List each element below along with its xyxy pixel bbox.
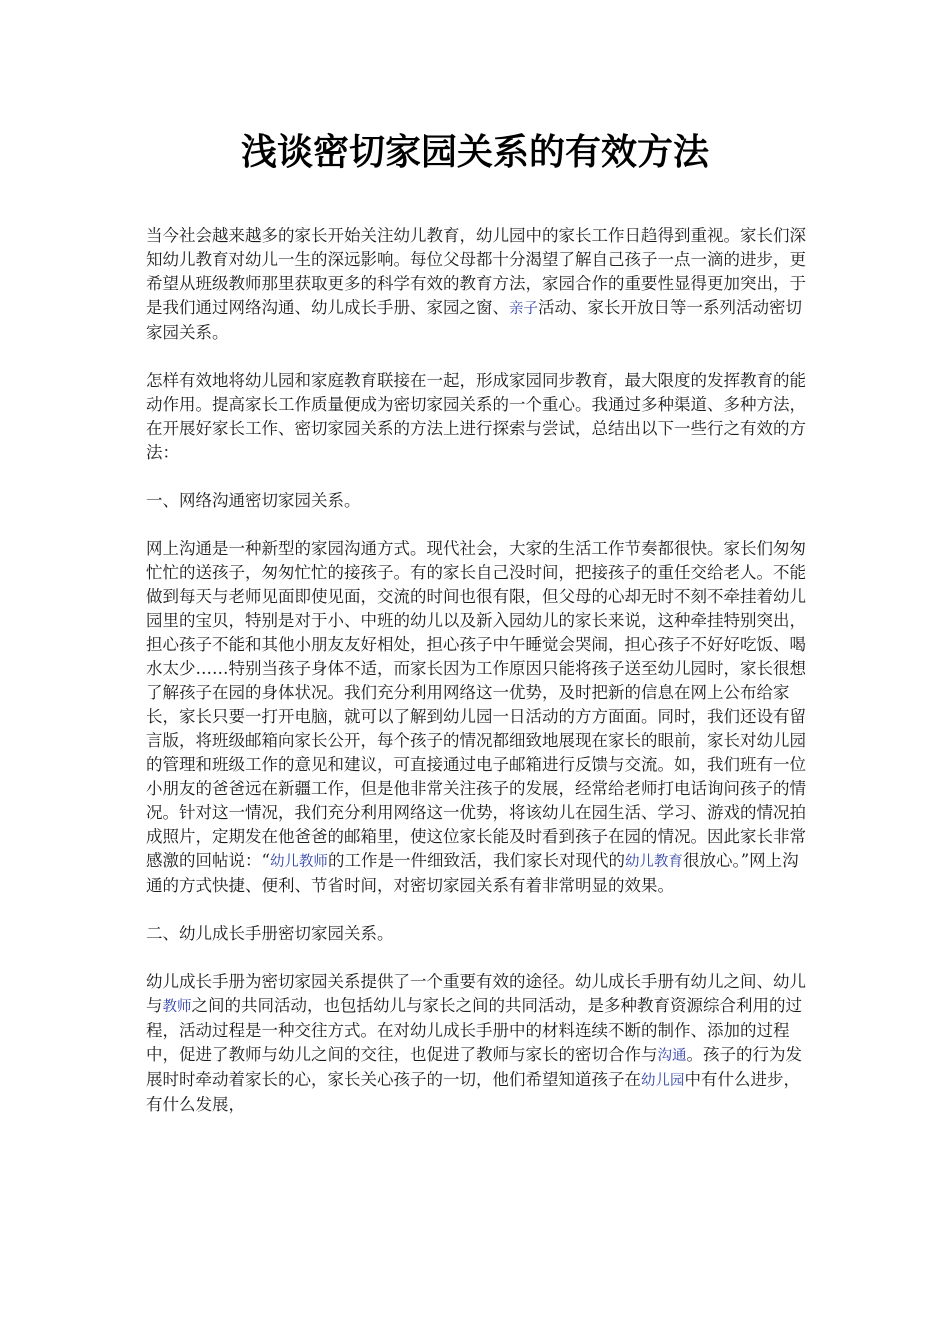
text-run: 当今社会越来越多的家长开始关注幼儿教育，幼儿园中的家长工作日趋得到重视。家长们深知幼儿教育对幼儿一生的深远影响。每位父母都十分渴望了解自己孩子一点一滴的进步，更希望从班级教师那里获取更多的科学有效的教育方法，家园合作的重要性显得更加突出，于是我们通过网络沟通、幼儿成长手册、家园之窗、 bbox=[146, 226, 806, 317]
link-kindergarten-teacher[interactable]: 幼儿教师 bbox=[269, 854, 328, 870]
text-run: 的工作是一件细致活，我们家长对现代的 bbox=[327, 851, 625, 870]
paragraph-gap bbox=[146, 465, 810, 489]
text-run: 中有什么进步，有什么发展， bbox=[146, 1070, 800, 1114]
section-heading-network: 一、网络沟通密切家园关系。 bbox=[146, 491, 361, 510]
document-body bbox=[146, 224, 810, 1117]
text-run: 。孩子的行为发展时时牵动着家长的心，家长关心孩子的一切，他们希望知道孩子在 bbox=[146, 1045, 802, 1089]
text-run: 活动、家长开放日等一系列活动密切家园关系。 bbox=[146, 298, 802, 342]
paragraph-network bbox=[146, 537, 810, 898]
paragraph-gap bbox=[146, 946, 810, 970]
paragraph-gap bbox=[146, 513, 810, 537]
paragraph-growth-book bbox=[146, 970, 810, 1117]
link-parent-child[interactable]: 亲子 bbox=[509, 301, 538, 317]
text-run: 网上沟通是一种新型的家园沟通方式。现代社会，大家的生活工作节奏都很快。家长们匆匆忙忙的送孩子，匆匆忙忙的接孩子。有的家长自己没时间，把接孩子的重任交给老人。不能做到每天与老师见面即使见面，交流的时间也很有限，但父母的心却无时不刻不牵挂着幼儿园里的宝贝，特别是对于小、中班的幼儿以及新入园幼儿的家长来说，这种牵挂特别突出，担心孩子不能和其他小朋友友好相处，担心孩子中午睡觉会哭闹，担心孩子不好好吃饭、喝水太少……特别当孩子身体不适，而家长因为工作原因只能将孩子送至幼儿园时，家长很想了解孩子在园的身体状况。我们充分利用网络这一优势，及时把新的信息在网上公布给家长，家长只要一打开电脑，就可以了解到幼儿园一日活动的方方面面。同时，我们还设有留言版，将班级邮箱向家长公开，每个孩子的情况都细致地展现在家长的眼前，家长对幼儿园的管理和班级工作的意见和建议，可直接通过电子邮箱进行反馈与交流。如，我们班有一位小朋友的爸爸远在新疆工作，但是他非常关注孩子的发展，经常给老师打电话询问孩子的情况。针对这一情况，我们充分利用网络这一优势，将该幼儿在园生活、学习、游戏的情况拍成照片，定期发在他爸爸的邮箱里，使这位家长能及时看到孩子在园的情况。因此家长非常感激的回帖说：“ bbox=[146, 539, 806, 870]
link-kindergarten[interactable]: 幼儿园 bbox=[641, 1073, 685, 1089]
link-communication[interactable]: 沟通 bbox=[657, 1048, 687, 1064]
paragraph-gap bbox=[146, 898, 810, 922]
text-run: 幼儿成长手册为密切家园关系提供了一个重要有效的途径。幼儿成长手册有幼儿之间、幼儿与 bbox=[146, 972, 806, 1015]
document-title: 浅谈密切家园关系的有效方法 bbox=[240, 131, 709, 173]
paragraph-intro bbox=[146, 224, 810, 345]
text-run: 很放心。”网上沟通的方式快捷、便利、节省时间，对密切家园关系有着非常明显的效果。 bbox=[146, 851, 799, 895]
paragraph-gap bbox=[146, 345, 810, 369]
link-teacher[interactable]: 教师 bbox=[162, 999, 192, 1015]
link-early-education[interactable]: 幼儿教育 bbox=[624, 854, 683, 870]
section-heading-growth-book: 二、幼儿成长手册密切家园关系。 bbox=[146, 924, 394, 943]
paragraph-method: 怎样有效地将幼儿园和家庭教育联接在一起，形成家园同步教育，最大限度的发挥教育的能动作用。提高家长工作质量便成为密切家园关系的一个重心。我通过多种渠道、多种方法，在开展好家长工作、密切家园关系的方法上进行探索与尝试，总结出以下一些行之有效的方法： bbox=[146, 371, 806, 462]
text-run: 之间的共同活动，也包括幼儿与家长之间的共同活动，是多种教育资源综合利用的过程，活动过程是一种交往方式。在对幼儿成长手册中的材料连续不断的制作、添加的过程中，促进了教师与幼儿之间的交往，也促进了教师与家长的密切合作与 bbox=[146, 996, 802, 1064]
